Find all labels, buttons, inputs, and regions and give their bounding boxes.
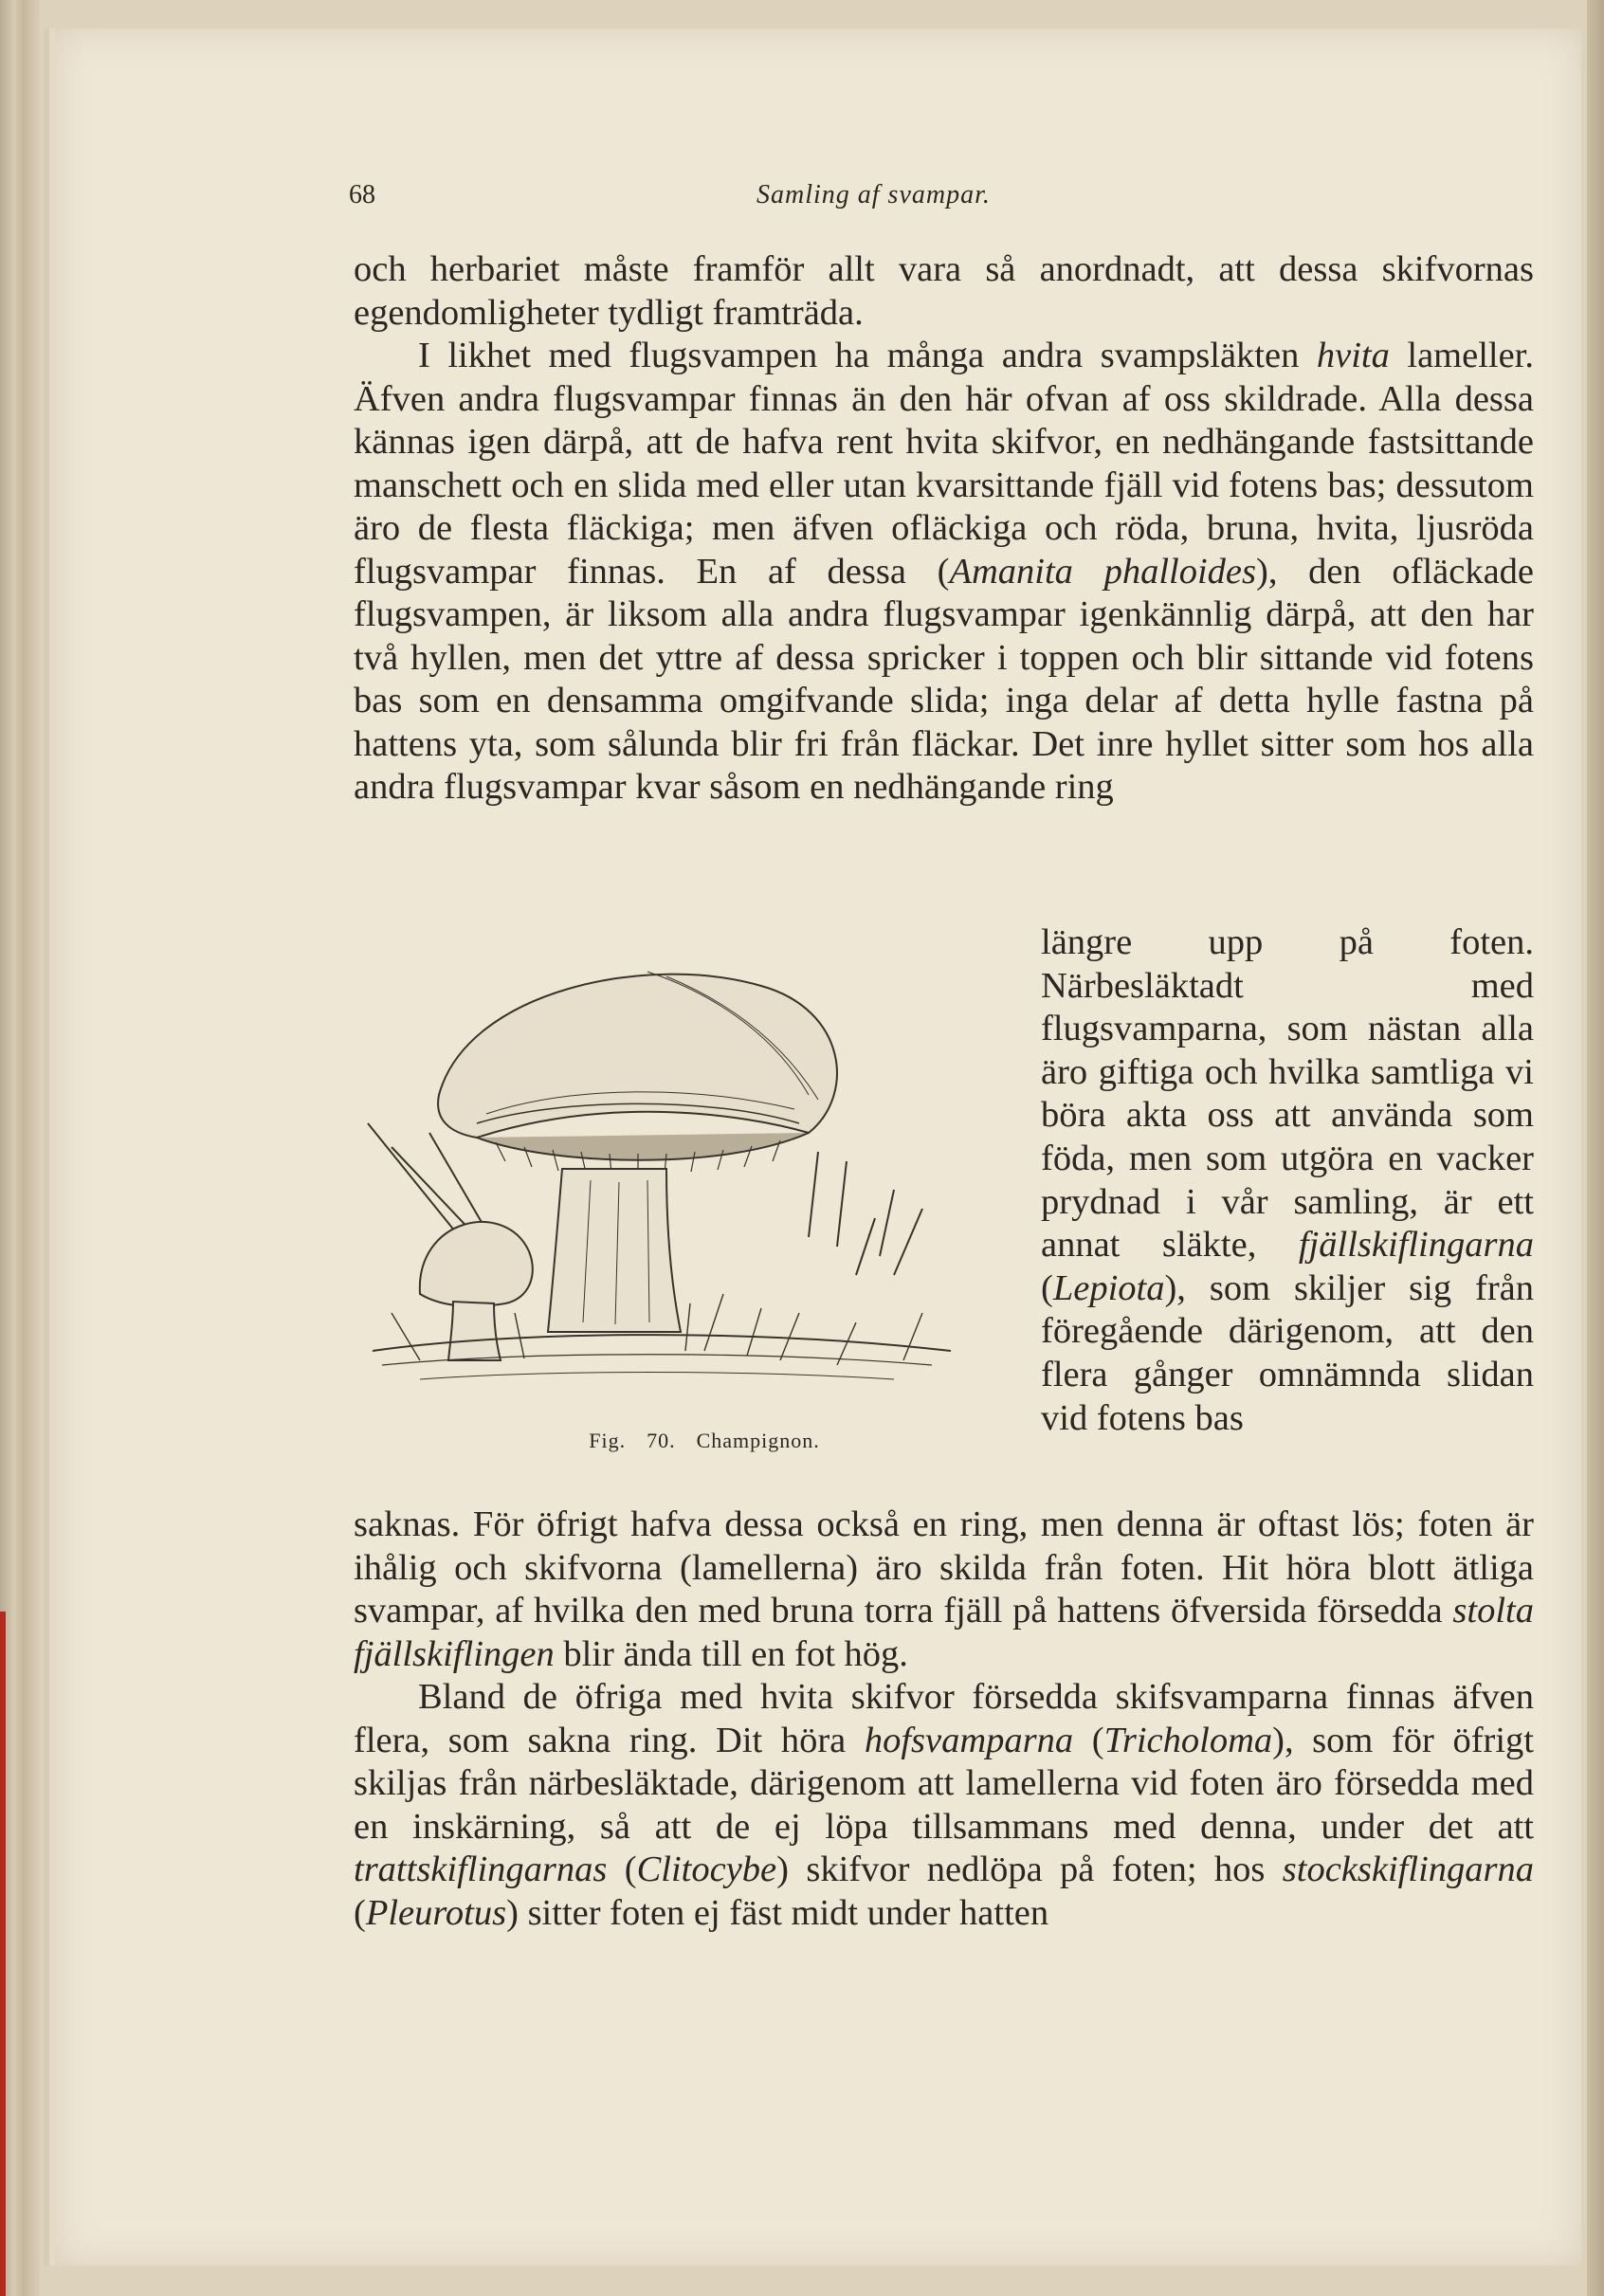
mushroom-cap-small bbox=[420, 1222, 533, 1306]
text-run: ), den ofläckade flugsvampen, är liksom alla andra flugsvampar igenkännlig därpå, att den har två hyllen, men det yttre af dessa spricker i toppen och blir sittande vid fotens bas som en densamma omgifvande slida; inga delar af detta hylle fastna på hattens yta, som sålunda blir fri från fläckar. Det inre hyllet sitter som hos alla andra flugsvampar kvar såsom en nedhängande ring bbox=[354, 551, 1535, 807]
text-run: ( bbox=[354, 1892, 366, 1933]
book-edge-left bbox=[0, 0, 40, 2296]
figure-champignon bbox=[363, 934, 1046, 1484]
text-run: och herbariet måste framför allt vara så anordnadt, att dessa skifvornas egendomligheter tydligt framträda. bbox=[354, 249, 1534, 333]
italic-term: hvita bbox=[1316, 336, 1390, 375]
text-run: ), som för öfrigt skiljas från närbesläktade, därigenom att lamellerna vid foten äro försedda med en inskärning, så att de ej löpa tillsammans med denna, under det att bbox=[354, 1720, 1534, 1847]
paragraph bbox=[354, 248, 1534, 335]
figure-label: Fig. bbox=[589, 1429, 627, 1452]
text-run: längre upp på foten. Närbesläktadt med flugsvamparna, som nästan alla äro giftiga och hvilka samtliga vi böra akta oss att använda som föda, men som utgöra en vacker prydnad i vår samling, är ett annat släkte, bbox=[1041, 922, 1534, 1266]
paragraph bbox=[354, 1676, 1534, 1935]
italic-term: stolta fjällskiflingen bbox=[354, 1591, 1534, 1674]
red-bookmark-edge bbox=[0, 1612, 6, 2296]
italic-term: fjällskiflingarna bbox=[1298, 1225, 1534, 1266]
book-edge-right bbox=[1587, 0, 1604, 2296]
upper-text-block bbox=[354, 248, 1534, 810]
page bbox=[55, 28, 1581, 2266]
italic-term: Amanita phalloides bbox=[949, 551, 1256, 592]
text-run: ) skifvor nedlöpa på foten; hos bbox=[776, 1850, 1283, 1889]
italic-term: trattskiflingarnas bbox=[354, 1850, 608, 1889]
text-run: ( bbox=[1041, 1267, 1053, 1308]
text-run: lameller. Äfven andra flugsvampar finnas än den här ofvan af oss skildrade. Alla dessa kännas igen därpå, att de hafva rent hvita skifvor, en nedhängande fastsittande manschett och en slida med eller utan kvarsittande fjäll vid fotens bas; dessutom äro de flesta fläckiga; men äfven ofläckiga och röda, bruna, hvita, ljusröda flugsvampar finnas. En af dessa ( bbox=[354, 336, 1535, 592]
mushroom-stem-small bbox=[448, 1302, 501, 1360]
page-number: 68 bbox=[349, 180, 375, 210]
grass-stroke bbox=[368, 1123, 467, 1247]
text-run: saknas. För öfrigt hafva dessa också en ring, men denna är oftast lös; foten är ihålig och skifvorna (lamellerna) äro skilda från foten. Hit höra blott ätliga svampar, af hvilka den med bruna torra fjäll på hattens öfversida försedda bbox=[354, 1504, 1534, 1631]
italic-term: hofsvamparna bbox=[864, 1720, 1074, 1760]
text-run: ), som skiljer sig från föregående därigenom, att den flera gånger omnämnda slidan vid fotens bas bbox=[1041, 1267, 1534, 1438]
section-title: Samling af svampar. bbox=[756, 180, 991, 210]
text-run: ( bbox=[1073, 1720, 1104, 1760]
mushroom-cap-large bbox=[438, 975, 837, 1138]
champignon-illustration bbox=[363, 934, 1046, 1427]
mushroom-stem bbox=[548, 1169, 681, 1332]
paragraph bbox=[354, 1503, 1534, 1676]
italic-term: Tricholoma bbox=[1103, 1720, 1273, 1760]
italic-term: Clitocybe bbox=[636, 1850, 777, 1889]
italic-term: stockskiflingarna bbox=[1282, 1850, 1534, 1889]
running-head bbox=[349, 180, 1354, 228]
text-run: ) sitter foten ej fäst midt under hatten bbox=[506, 1892, 1049, 1933]
lower-text-block bbox=[354, 1503, 1534, 1935]
wrapped-text-column bbox=[1041, 921, 1534, 1440]
figure-number: 70. bbox=[647, 1429, 676, 1452]
italic-term: Lepiota bbox=[1052, 1267, 1165, 1308]
text-run: I likhet med flugsvampen ha många andra svampsläkten bbox=[418, 336, 1317, 375]
text-run: blir ända till en fot hög. bbox=[554, 1633, 908, 1674]
figure-caption bbox=[363, 1429, 1046, 1453]
italic-term: Pleurotus bbox=[365, 1892, 507, 1933]
figure-title: Champignon. bbox=[696, 1429, 820, 1452]
text-run: Bland de öfriga med hvita skifvor försedda skifsvamparna finnas äfven flera, som sakna ring. Dit höra bbox=[354, 1677, 1534, 1760]
text-run: ( bbox=[607, 1850, 637, 1889]
paragraph bbox=[354, 335, 1534, 810]
